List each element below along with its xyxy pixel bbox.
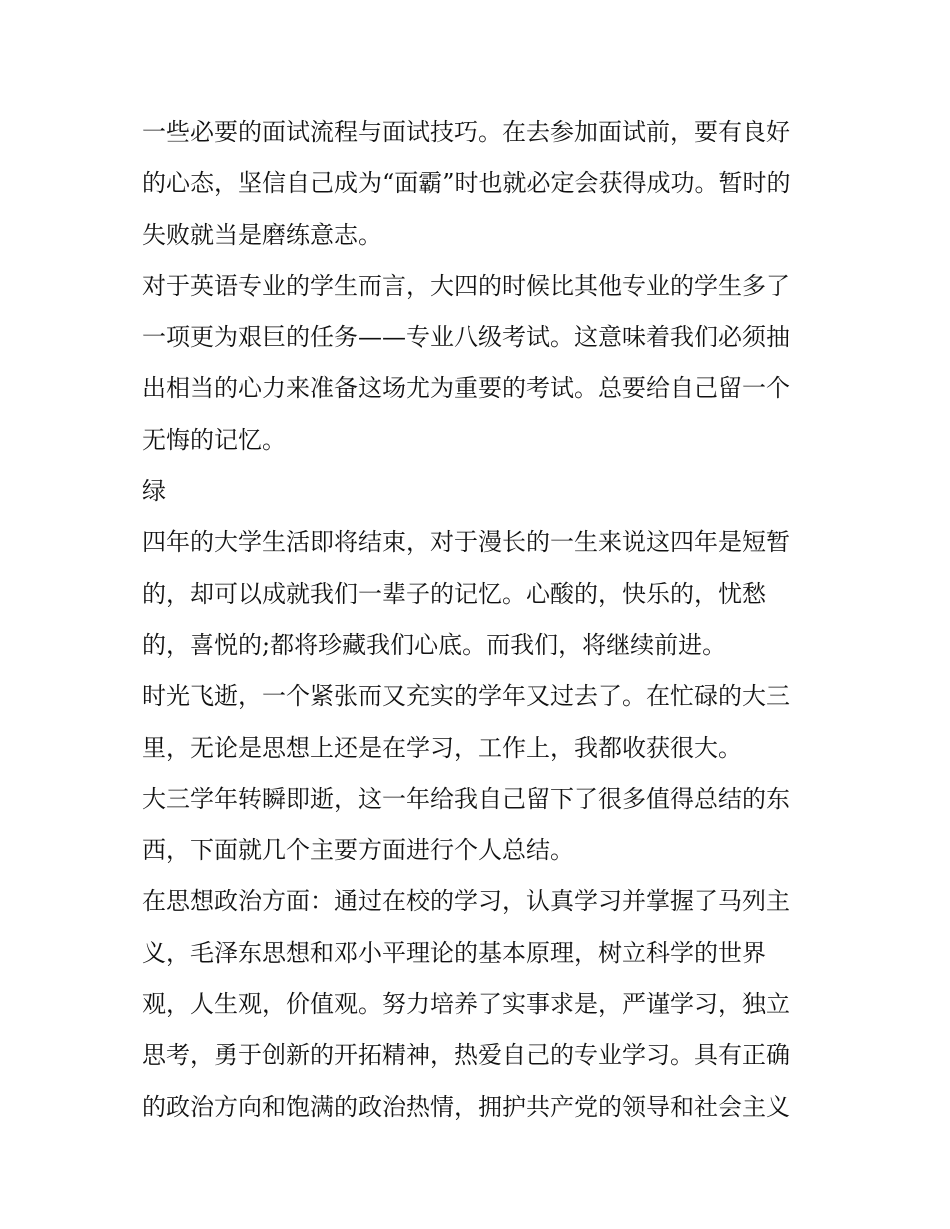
text-line: 四年的大学生活即将结束，对于漫长的一生来说这四年是短暂	[142, 528, 790, 557]
text-line: 西，下面就几个主要方面进行个人总结。	[142, 836, 574, 865]
text-line: 出相当的心力来准备这场尤为重要的考试。总要给自己留一个	[142, 374, 790, 403]
text-line: 时光飞逝，一个紧张而又充实的学年又过去了。在忙碌的大三	[142, 682, 790, 711]
text-line: 的政治方向和饱满的政治热情，拥护共产党的领导和社会主义	[142, 1092, 790, 1121]
text-line: 一项更为艰巨的任务——专业八级考试。这意味着我们必须抽	[142, 323, 790, 352]
text-line: 失败就当是磨练意志。	[142, 220, 382, 249]
text-line: 大三学年转瞬即逝，这一年给我自己留下了很多值得总结的东	[142, 784, 790, 813]
text-line: 一些必要的面试流程与面试技巧。在去参加面试前，要有良好	[142, 118, 790, 146]
text-line: 义，毛泽东思想和邓小平理论的基本原理，树立科学的世界	[142, 938, 766, 967]
text-line: 的，却可以成就我们一辈子的记忆。心酸的，快乐的，忧愁	[142, 579, 766, 608]
text-line: 观，人生观，价值观。努力培养了实事求是，严谨学习，独立	[142, 990, 790, 1019]
text-line: 的，喜悦的;都将珍藏我们心底。而我们，将继续前进。	[142, 630, 727, 659]
text-line: 在思想政治方面：通过在校的学习，认真学习并掌握了马列主	[142, 887, 790, 916]
text-line: 无悔的记忆。	[142, 425, 286, 454]
text-line: 思考，勇于创新的开拓精神，热爱自己的专业学习。具有正确	[142, 1041, 790, 1070]
document-body	[142, 107, 822, 1133]
text-line: 里，无论是思想上还是在学习，工作上，我都收获很大。	[142, 733, 742, 762]
text-line: 的心态，坚信自己成为“面霸”时也就必定会获得成功。暂时的	[142, 169, 791, 198]
section-heading: 绿	[142, 477, 166, 506]
text-line: 对于英语专业的学生而言，大四的时候比其他专业的学生多了	[142, 271, 790, 300]
